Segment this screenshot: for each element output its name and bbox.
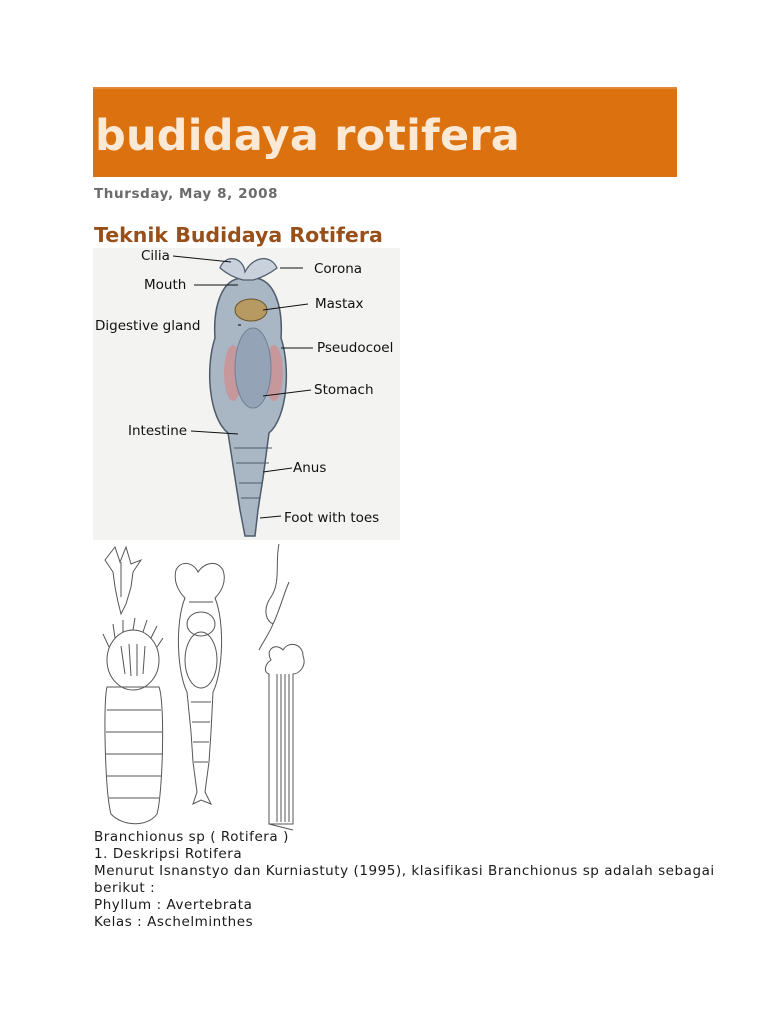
section-heading: 1. Deskripsi Rotifera <box>94 846 243 862</box>
label-anus: Anus <box>293 460 327 476</box>
blog-header <box>93 87 677 177</box>
label-intestine: Intestine <box>128 423 188 439</box>
classification-kelas: Kelas : Aschelminthes <box>94 914 254 930</box>
classification-phyllum: Phyllum : Avertebrata <box>94 897 253 913</box>
post-body <box>94 829 715 931</box>
label-mouth: Mouth <box>144 277 187 293</box>
rotifer-anatomy-diagram <box>93 248 400 540</box>
paragraph-line: Menurut Isnanstyo dan Kurniastuty (1995), klasifikasi Branchionus sp adalah sebagai <box>94 863 715 879</box>
post-title[interactable]: Teknik Budidaya Rotifera <box>94 223 383 247</box>
post-date: Thursday, May 8, 2008 <box>94 186 279 202</box>
blog-title[interactable]: budidaya rotifera <box>95 111 520 161</box>
label-corona: Corona <box>314 261 363 277</box>
rotifer-drawings <box>93 542 313 832</box>
label-digestive-gland: Digestive gland <box>95 318 201 334</box>
rotifer-sketches <box>93 542 313 832</box>
label-mastax: Mastax <box>315 296 364 312</box>
paragraph-line: berikut : <box>94 880 156 896</box>
image-caption: Branchionus sp ( Rotifera ) <box>94 829 289 845</box>
label-stomach: Stomach <box>314 382 374 398</box>
label-foot: Foot with toes <box>284 510 380 526</box>
label-cilia: Cilia <box>141 248 170 264</box>
label-pseudocoel: Pseudocoel <box>317 340 394 356</box>
anatomy-illustration <box>93 248 400 540</box>
